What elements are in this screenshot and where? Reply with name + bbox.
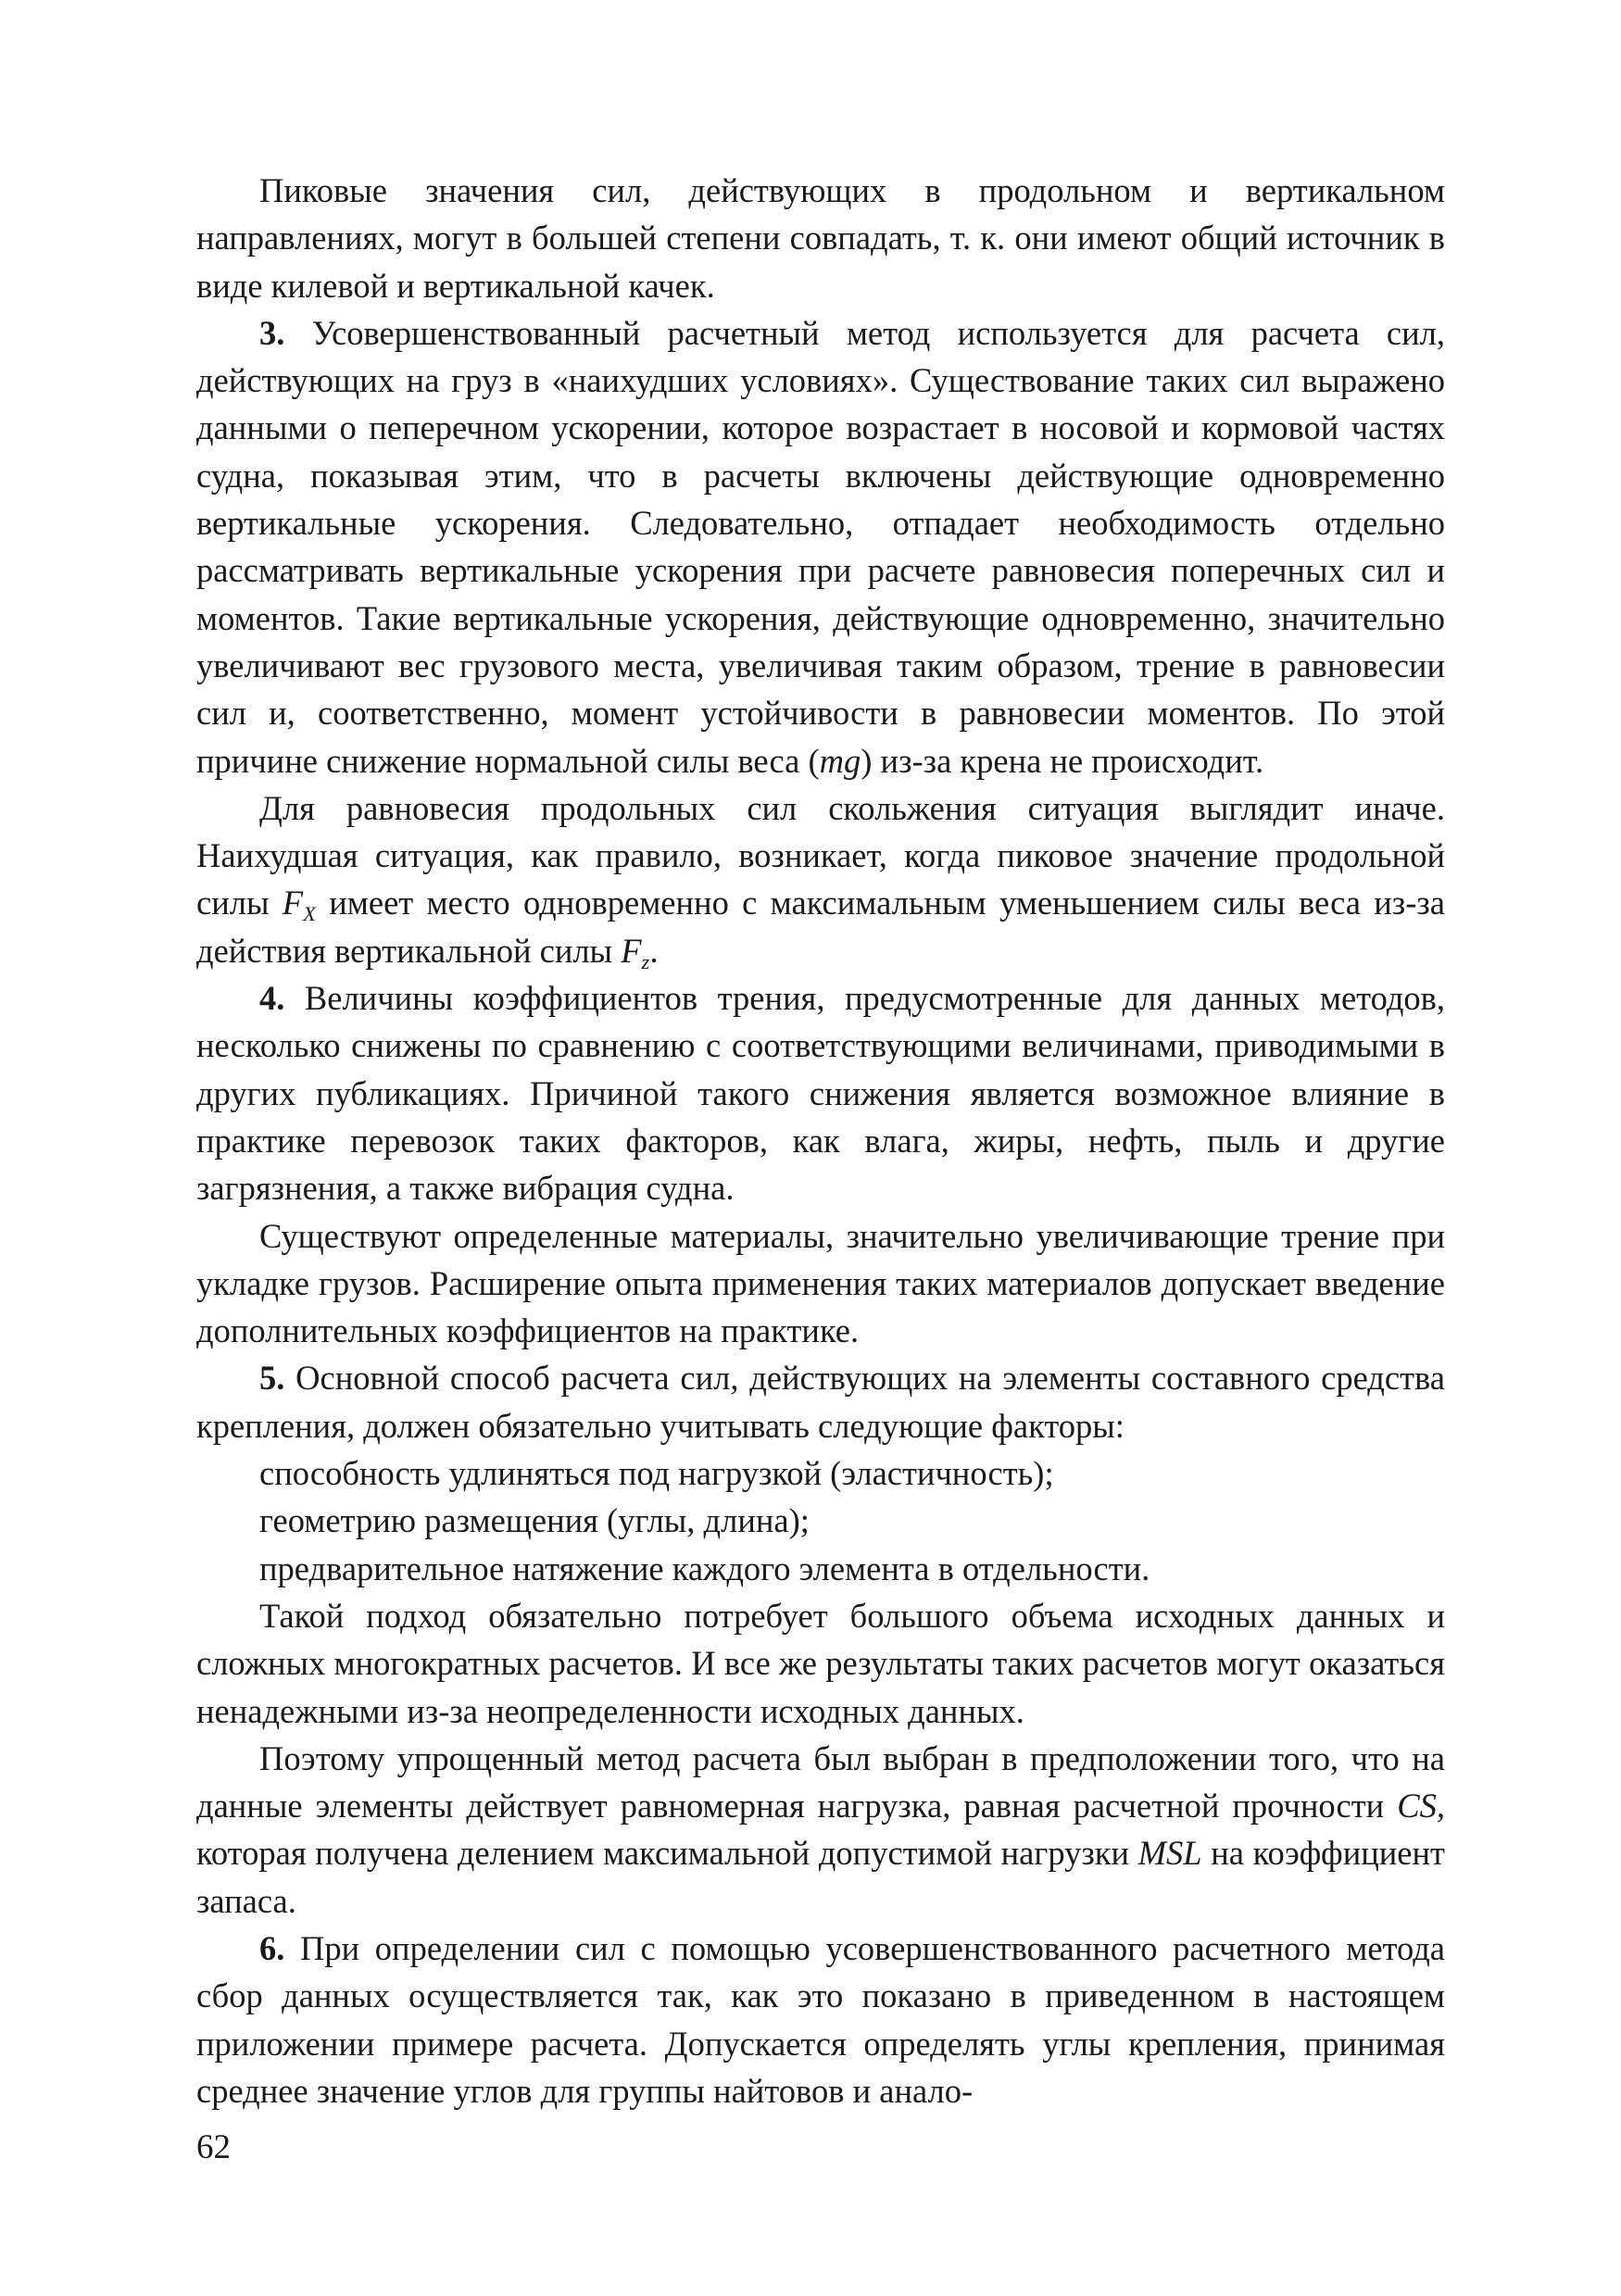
formula-mg: mg (819, 741, 861, 780)
paragraph-peak-values (196, 167, 1445, 309)
term-cs: CS, (1397, 1787, 1445, 1826)
paragraph-text: Пиковые значения сил, действующих в продольном и вертикальном направлениях, могут в большей степени совпадать, т. к. они имеют общий источник в виде килевой и вертикальной качек. (196, 171, 1445, 305)
paragraph-text: Такой подход обязательно потребует большого объема исходных данных и сложных многократных расчетов. И все же результаты таких расчетов могут оказаться ненадежными из-за неопределенности исходных данных. (196, 1596, 1445, 1730)
symbol-fz (621, 931, 650, 973)
paragraph-text-end: ) из-за крена не происходит. (861, 741, 1264, 780)
list-item-elasticity: способность удлиняться под нагрузкой (эластичность); (259, 1454, 1054, 1493)
item-number: 6. (259, 1928, 285, 1967)
symbol-fz-subscript: z (641, 949, 650, 973)
paragraph-text: Усовершенствованный расчетный метод используется для расчета сил, действующих на груз в «наихудших условиях». Существование таких сил выражено данными о пеперечном ускорении, которое возрастает в носовой и кормовой частях судна, показывая этим, что в расчеты включены действующие одновременно вертикальные ускорения. Следовательно, отпадает необходимость отдельно рассматривать вертикальные ускорения при расчете равновесия поперечных сил и моментов. Такие вертикальные ускорения, действующие одновременно, значительно увеличивают вес грузового места, увеличивая таким образом, трение в равновесии сил и, соответственно, момент устойчивости в равновесии моментов. По этой причине снижение нормальной силы веса ( (196, 313, 1445, 780)
paragraph-text: Величины коэффициентов трения, предусмотренные для данных методов, несколько снижены по сравнению с соответствующими величинами, приводимыми в других публикациях. Причиной такого снижения является возможное влияние в практике перевозок таких факторов, как влага, жиры, нефть, пыль и другие загрязнения, а также вибрация судна. (196, 979, 1445, 1208)
paragraph-item-5 (196, 1354, 1445, 1449)
paragraph-text: Существуют определенные материалы, значительно увеличивающие трение при укладке грузов. Расширение опыта применения таких материалов допускает введение дополнительных коэффициентов на практике. (196, 1216, 1445, 1350)
paragraph-text-end: на коэффициент запаса. (196, 1834, 1445, 1920)
paragraph-simplified-method (196, 1735, 1445, 1925)
paragraph-text-middle: которая получена делением максимальной допустимой нагрузки (196, 1834, 1138, 1873)
symbol-fz-letter: F (621, 931, 642, 970)
paragraph-materials (196, 1212, 1445, 1355)
item-number: 5. (259, 1359, 285, 1398)
body-text (196, 167, 1445, 2114)
paragraph-item-4 (196, 974, 1445, 1211)
paragraph-longitudinal-forces (196, 784, 1445, 974)
paragraph-approach (196, 1592, 1445, 1735)
paragraph-item-3 (196, 309, 1445, 784)
list-item-pretension: предварительное натяжение каждого элемента в отдельности. (259, 1549, 1150, 1587)
paragraph-text: При определении сил с помощью усовершенствованного расчетного метода сбор данных осуществляется так, как это показано в приведенном в настоящем приложении примере расчета. Допускается определять углы крепления, принимая среднее значение углов для группы найтовов и анало- (196, 1928, 1445, 2110)
item-number: 3. (259, 313, 285, 352)
symbol-fx-letter: F (282, 884, 304, 922)
paragraph-item-6 (196, 1925, 1445, 2114)
item-number: 4. (259, 979, 285, 1018)
symbol-fx-subscript: X (303, 902, 316, 926)
symbol-fx (282, 884, 316, 926)
page-number: 62 (196, 2128, 231, 2166)
paragraph-text: Поэтому упрощенный метод расчета был выбран в предположении того, что на данные элементы действует равномерная нагрузка, равная расчетной прочности (196, 1738, 1445, 1826)
paragraph-text: Основной способ расчета сил, действующих на элементы составного средства крепления, должен обязательно учитывать следующие факторы: (196, 1359, 1445, 1445)
paragraph-text: Для равновесия продольных сил скольжения ситуация выглядит иначе. Наихудшая ситуация, как правило, возникает, когда пиковое значение продольной силы (196, 788, 1445, 922)
paragraph-text-middle: имеет место одновременно с максимальным уменьшением силы веса из-за действия вертикальной силы (196, 884, 1445, 970)
list-item-geometry: геометрию размещения (углы, длина); (259, 1501, 810, 1540)
term-msl: MSL (1137, 1834, 1202, 1873)
paragraph-text-end: . (649, 931, 659, 970)
